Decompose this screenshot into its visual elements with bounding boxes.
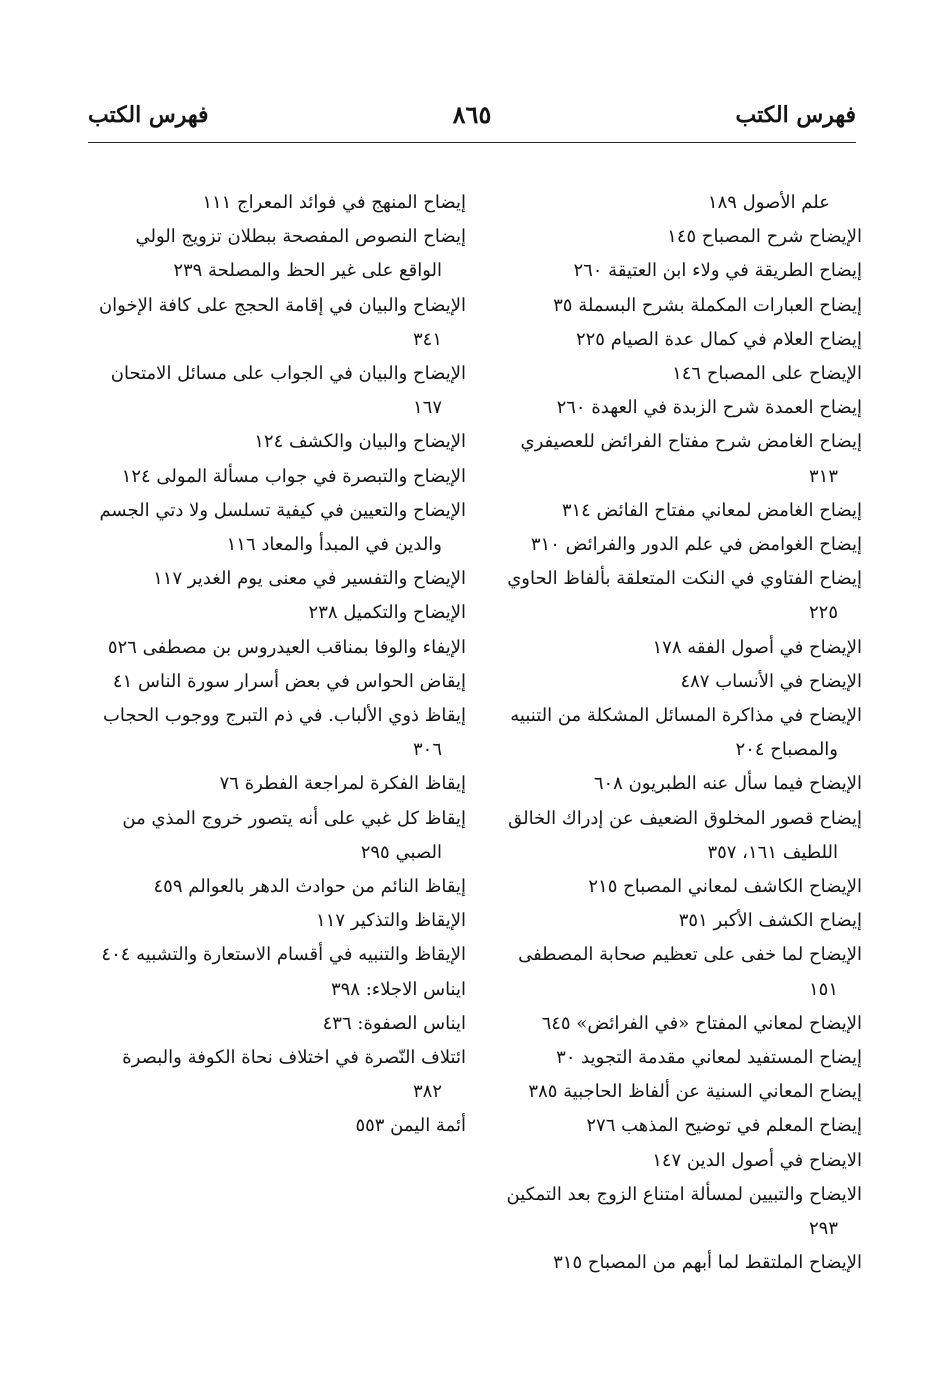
index-entry: الإيضاح والتكميل ٢٣٨ bbox=[308, 602, 466, 624]
index-entry: الإيضاح في مذاكرة المسائل المشكلة من التنبيه والمصباح ٢٠٤ bbox=[510, 705, 862, 761]
index-entry: الإيضاح في أصول الفقه ١٧٨ bbox=[652, 636, 862, 658]
index-entry: الإيفاء والوفا بمناقب العيدروس بن مصطفى ٥٢٦ bbox=[107, 636, 466, 658]
index-entry: الإيضاح لمعاني المفتاح «في الفرائض» ٦٤٥ bbox=[541, 1012, 862, 1034]
index-entry: الإيضاح في الأنساب ٤٨٧ bbox=[680, 670, 862, 692]
index-entry: إيضاح الغامض لمعاني مفتاح الفائض ٣١٤ bbox=[561, 499, 862, 521]
index-entry: الايضاح والتبيين لمسألة امتناع الزوج بعد التمكين ٢٩٣ bbox=[506, 1183, 862, 1240]
index-entry: إيضاح الغامض شرح مفتاح الفرائض للعصيفري ٣١٣ bbox=[520, 431, 862, 487]
right-column bbox=[490, 186, 862, 1281]
index-entry: الإيضاح والبيان في إقامة الحجج على كافة الإخوان ٣٤١ bbox=[98, 294, 466, 350]
index-entry: علم الأصول ١٨٩ bbox=[707, 192, 830, 213]
index-entry: إيضاح الغوامض في علم الدور والفرائض ٣١٠ bbox=[530, 534, 862, 556]
index-entry: الإيضاح والتعيين في كيفية تسلسل ولا دتي الجسم والدين في المبدأ والمعاد ١١٦ bbox=[99, 499, 466, 556]
index-entry: إيضاح الفتاوي في النكت المتعلقة بألفاظ الحاوي ٢٢٥ bbox=[507, 568, 862, 624]
running-header bbox=[88, 98, 856, 138]
index-entry: إيضاح الطريقة في ولاء ابن العتيقة ٢٦٠ bbox=[573, 260, 862, 282]
index-entry: الإيضاح الملتقط لما أبهم من المصباح ٣١٥ bbox=[553, 1252, 862, 1274]
index-entry: الإيضاح الكاشف لمعاني المصباح ٢١٥ bbox=[588, 876, 862, 898]
index-entry: أئمة اليمن ٥٥٣ bbox=[355, 1115, 466, 1137]
index-entry: إيضاح قصور المخلوق الضعيف عن إدراك الخالق اللطيف ١٦١، ٣٥٧ bbox=[508, 807, 862, 863]
index-entry: الإيضاح والتبصرة في جواب مسألة المولى ١٢٤ bbox=[121, 465, 466, 487]
index-entry: الإيقاظ والتذكير ١١٧ bbox=[316, 910, 466, 932]
index-entry: الإيضاح على المصباح ١٤٦ bbox=[672, 363, 862, 385]
index-entry: إيقاظ كل غبي على أنه يتصور خروج المذي من الصبي ٢٩٥ bbox=[122, 807, 466, 863]
header-rule bbox=[88, 142, 856, 143]
index-entry: ايناس الصفوة: ٤٣٦ bbox=[322, 1012, 466, 1034]
index-entry: إيضاح الكشف الأكبر ٣٥١ bbox=[678, 910, 862, 932]
index-entry: الإيضاح والبيان والكشف ١٢٤ bbox=[254, 431, 466, 453]
running-title-left: فهرس الكتب bbox=[88, 102, 209, 128]
index-entry: إيضاح المنهج في فوائد المعراج ١١١ bbox=[202, 192, 466, 213]
page-number: ٨٦٥ bbox=[452, 100, 492, 129]
left-column bbox=[96, 186, 466, 1144]
index-entry: الإيضاح شرح المصباح ١٤٥ bbox=[667, 226, 862, 248]
index-entry: الإيضاح والتفسير في معنى يوم الغدير ١١٧ bbox=[153, 568, 466, 590]
index-entry: إيقاظ النائم من حوادث الدهر بالعوالم ٤٥٩ bbox=[153, 876, 466, 898]
index-entry: إيضاح المعلم في توضيح المذهب ٢٧٦ bbox=[586, 1115, 862, 1137]
index-entry: إيضاح العمدة شرح الزبدة في العهدة ٢٦٠ bbox=[556, 397, 862, 419]
index-entry: إيضاح العبارات المكملة بشرح البسملة ٣٥ bbox=[553, 294, 862, 316]
running-title-right: فهرس الكتب bbox=[735, 102, 856, 128]
index-entry: الإيضاح فيما سأل عنه الطبريون ٦٠٨ bbox=[593, 773, 862, 795]
index-entry: الايضاح في أصول الدين ١٤٧ bbox=[652, 1149, 862, 1171]
index-entry: إيضاح العلام في كمال عدة الصيام ٢٢٥ bbox=[575, 328, 862, 350]
index-entry: الإيقاظ والتنبيه في أقسام الاستعارة والتشبيه ٤٠٤ bbox=[101, 944, 466, 966]
index-entry: إيضاح المستفيد لمعاني مقدمة التجويد ٣٠ bbox=[556, 1047, 862, 1069]
index-entry: إيضاح النصوص المفصحة ببطلان تزويج الولي الواقع على غير الحظ والمصلحة ٢٣٩ bbox=[135, 226, 466, 282]
index-entry: الإيضاح والبيان في الجواب على مسائل الامتحان ١٦٧ bbox=[110, 363, 466, 419]
index-entry: ايناس الاجلاء: ٣٩٨ bbox=[330, 978, 466, 1000]
index-entry: إيقاظ الفكرة لمراجعة الفطرة ٧٦ bbox=[219, 773, 466, 795]
index-entry: ائتلاف النّصرة في اختلاف نحاة الكوفة والبصرة ٣٨٢ bbox=[122, 1047, 466, 1103]
index-entry: الإيضاح لما خفى على تعظيم صحابة المصطفى ١٥١ bbox=[518, 944, 862, 1000]
index-entry: إيضاح المعاني السنية عن ألفاظ الحاجبية ٣٨٥ bbox=[528, 1081, 862, 1103]
index-entry: إيقاظ ذوي الألباب. في ذم التبرج ووجوب الحجاب ٣٠٦ bbox=[102, 705, 466, 761]
index-entry: إيقاض الحواس في بعض أسرار سورة الناس ٤١ bbox=[112, 670, 466, 692]
